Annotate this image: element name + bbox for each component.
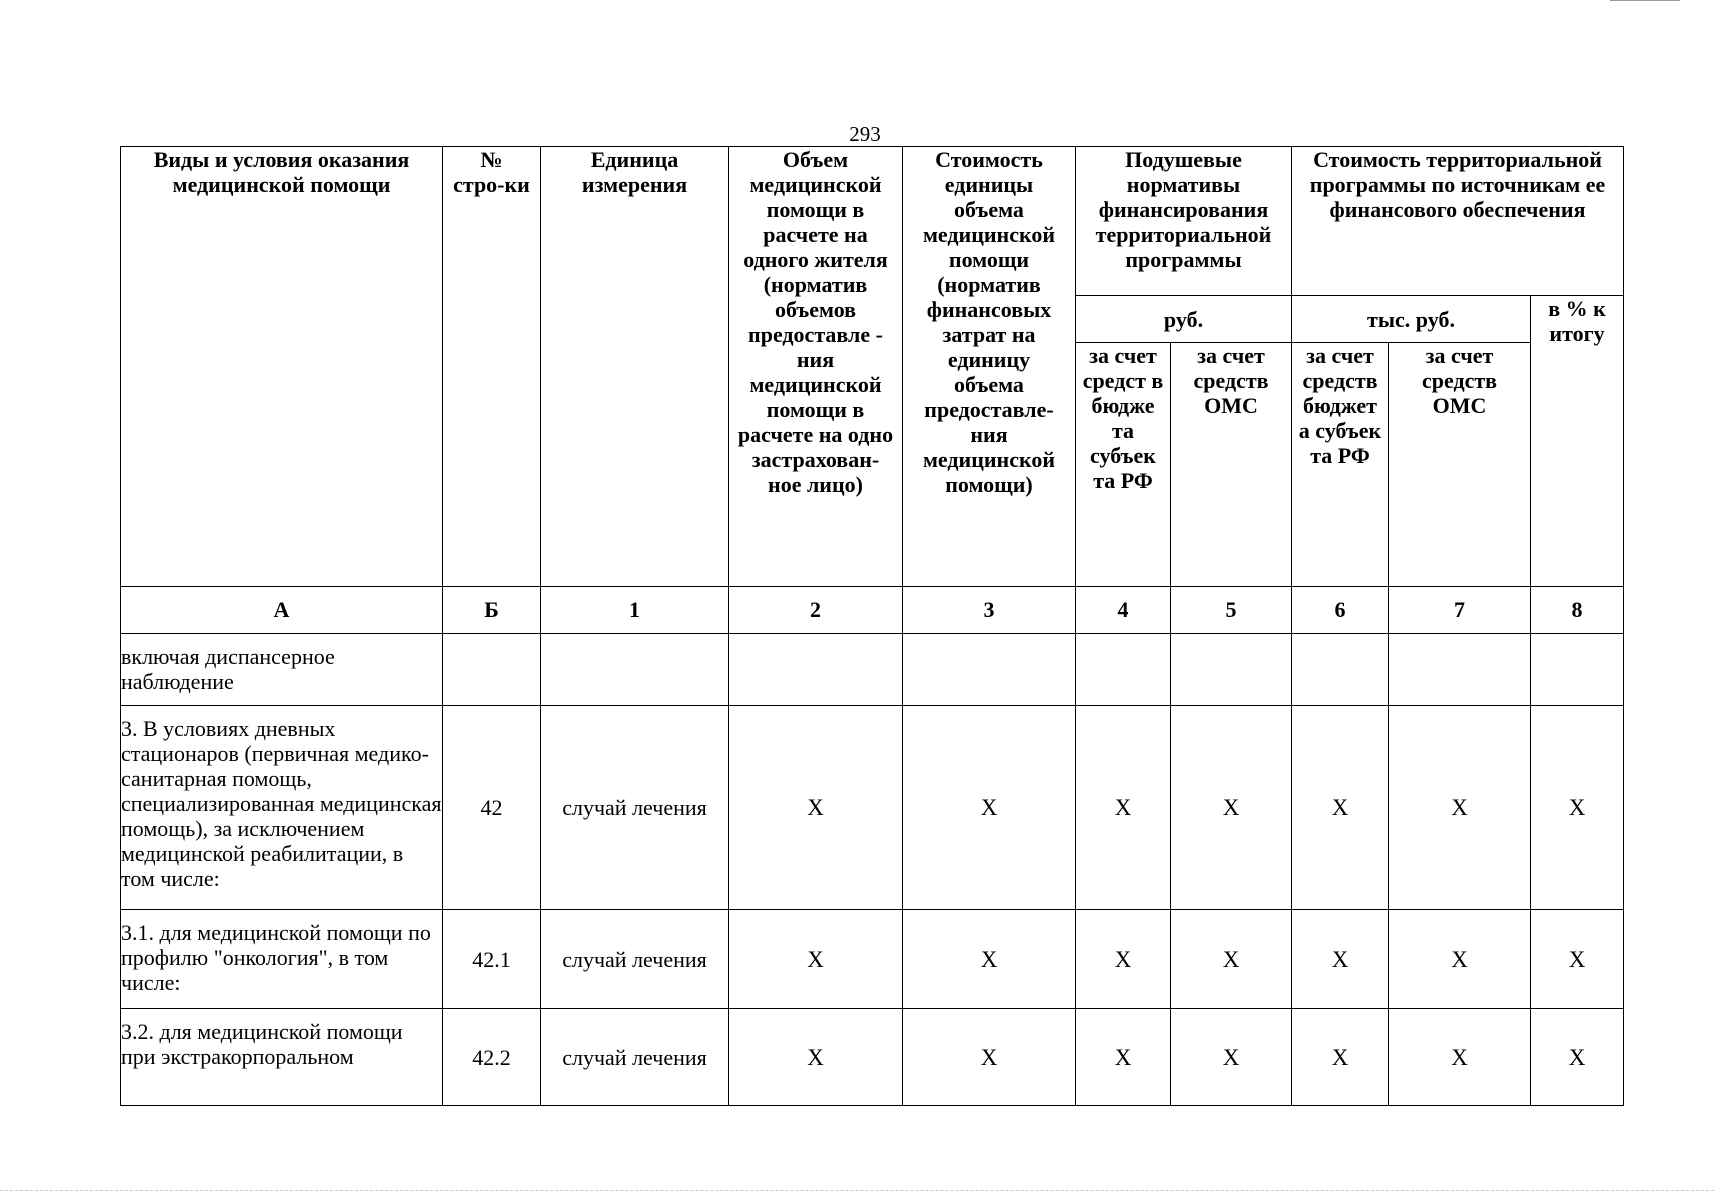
index-cell: 8 xyxy=(1531,587,1624,634)
row-care-type: 3.1. для медицинской помощи по профилю "онкология", в том числе: xyxy=(121,910,443,1009)
row-value xyxy=(1292,634,1389,706)
row-value: X xyxy=(1531,1009,1624,1106)
row-value: X xyxy=(1076,1009,1171,1106)
index-cell: Б xyxy=(443,587,541,634)
row-line-number xyxy=(443,634,541,706)
header-unit-cost: Стоимость единицы объема медицинской помощи (норматив финансовых затрат на единицу объема предоставле-ния медицинской помощи) xyxy=(903,147,1076,587)
row-value xyxy=(1171,634,1292,706)
row-unit: случай лечения xyxy=(541,706,729,910)
header-cost-oms: за счет средств ОМС xyxy=(1389,343,1531,587)
header-unit: Единица измерения xyxy=(541,147,729,587)
row-line-number: 42.1 xyxy=(443,910,541,1009)
table-row xyxy=(121,706,1624,910)
row-line-number: 42.2 xyxy=(443,1009,541,1106)
row-value: X xyxy=(729,1009,903,1106)
index-cell: 2 xyxy=(729,587,903,634)
row-value: X xyxy=(903,1009,1076,1106)
header-volume: Объем медицинской помощи в расчете на одного жителя (норматив объемов предоставле - ния медицинской помощи в расчете на одно застрахован-ное лицо) xyxy=(729,147,903,587)
row-unit xyxy=(541,634,729,706)
row-line-number: 42 xyxy=(443,706,541,910)
header-per-capita-budget: за счет средст в бюдже та субъек та РФ xyxy=(1076,343,1171,587)
header-care-type: Виды и условия оказания медицинской помощи xyxy=(121,147,443,587)
row-value: X xyxy=(1292,1009,1389,1106)
header-unit-rub: руб. xyxy=(1076,296,1292,343)
table-row xyxy=(121,1009,1624,1106)
index-cell: 3 xyxy=(903,587,1076,634)
index-cell: 1 xyxy=(541,587,729,634)
row-value: X xyxy=(1076,910,1171,1009)
index-cell: 5 xyxy=(1171,587,1292,634)
row-value: X xyxy=(1389,910,1531,1009)
row-value: X xyxy=(903,706,1076,910)
header-unit-thousand-rub: тыс. руб. xyxy=(1292,296,1531,343)
index-cell: А xyxy=(121,587,443,634)
table-row xyxy=(121,910,1624,1009)
page-number: 293 xyxy=(849,122,881,146)
table-row xyxy=(121,634,1624,706)
header-line-number: № стро-ки xyxy=(443,147,541,587)
row-value: X xyxy=(1076,706,1171,910)
row-value: X xyxy=(1292,910,1389,1009)
row-value xyxy=(1389,634,1531,706)
row-unit: случай лечения xyxy=(541,1009,729,1106)
row-value: X xyxy=(1389,706,1531,910)
row-care-type: включая диспансерное наблюдение xyxy=(121,634,443,706)
row-value: X xyxy=(729,910,903,1009)
row-value xyxy=(729,634,903,706)
index-cell: 6 xyxy=(1292,587,1389,634)
scan-edge-mark xyxy=(0,1190,1714,1191)
row-value: X xyxy=(1531,706,1624,910)
row-value: X xyxy=(1389,1009,1531,1106)
row-value xyxy=(1531,634,1624,706)
row-unit: случай лечения xyxy=(541,910,729,1009)
row-value: X xyxy=(1171,1009,1292,1106)
index-cell: 4 xyxy=(1076,587,1171,634)
row-value: X xyxy=(1171,910,1292,1009)
header-percent-total: в % к итогу xyxy=(1531,296,1624,587)
row-value: X xyxy=(1292,706,1389,910)
row-value xyxy=(1076,634,1171,706)
row-value xyxy=(903,634,1076,706)
row-value: X xyxy=(1171,706,1292,910)
row-value: X xyxy=(1531,910,1624,1009)
header-program-cost-group: Стоимость территориальной программы по источникам ее финансового обеспечения xyxy=(1292,147,1624,296)
row-care-type: 3. В условиях дневных стационаров (первичная медико-санитарная помощь, специализированная медицинская помощь), за исключением медицинской реабилитации, в том числе: xyxy=(121,706,443,910)
scan-edge-mark xyxy=(1610,0,1680,1)
row-value: X xyxy=(903,910,1076,1009)
medical-care-table xyxy=(120,146,1624,1106)
header-per-capita-oms: за счет средств ОМС xyxy=(1171,343,1292,587)
header-cost-budget: за счет средств бюджет а субъек та РФ xyxy=(1292,343,1389,587)
index-cell: 7 xyxy=(1389,587,1531,634)
row-value: X xyxy=(729,706,903,910)
header-per-capita-group: Подушевые нормативы финансирования территориальной программы xyxy=(1076,147,1292,296)
row-care-type: 3.2. для медицинской помощи при экстракорпоральном xyxy=(121,1009,443,1106)
